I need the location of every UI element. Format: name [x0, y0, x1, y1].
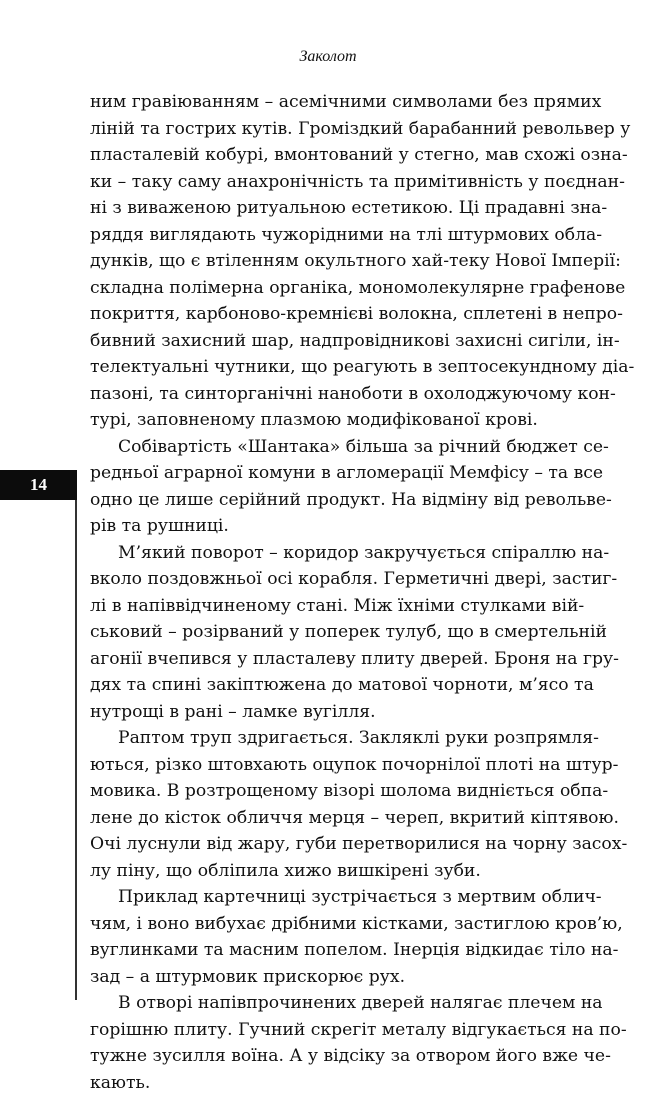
paragraph-line: Очі луснули від жару, губи перетворилися на чорну засох- [90, 831, 580, 858]
paragraph-line: агонії вчепився у пласталеву плиту дверей. Броня на гру- [90, 646, 580, 673]
paragraph-line: ні з виваженою ритуальною естетикою. Ці прадавні зна- [90, 195, 580, 222]
paragraph-line: ки – таку саму анахронічність та примітивність у поєднан- [90, 169, 580, 196]
paragraph-line: ліній та гострих кутів. Громіздкий барабанний револьвер у [90, 116, 580, 143]
margin-rule [75, 470, 77, 1000]
paragraph-line: телектуальні чутники, що реагують в зептосекундному діа- [90, 354, 580, 381]
paragraph-line: зад – а штурмовик прискорює рух. [90, 964, 580, 991]
paragraph-line: пласталевій кобурі, вмонтований у стегно, мав схожі озна- [90, 142, 580, 169]
running-head-title: Заколот [0, 48, 656, 66]
paragraph-line: пазоні, та синторганічні нанoботи в охолоджуючому кон- [90, 381, 580, 408]
paragraph-line: лу піну, що обліпила хижо вишкірені зуби. [90, 858, 580, 885]
paragraph-line: лі в напіввідчиненому стані. Між їхніми стулками вій- [90, 593, 580, 620]
paragraph-line: ряддя виглядають чужорідними на тлі штурмових обла- [90, 222, 580, 249]
paragraph-line: кають. [90, 1070, 580, 1096]
paragraph-line: редньої аграрної комуни в агломерації Мемфісу – та все [90, 460, 580, 487]
paragraph-line: рів та рушниці. [90, 513, 580, 540]
paragraph-line: бивний захисний шар, надпровідникові захисні сигіли, ін- [90, 328, 580, 355]
paragraph-line: Приклад картечниці зустрічається з мертвим облич- [90, 884, 580, 911]
paragraph-line: вколо поздовжньої осі корабля. Герметичні двері, застиг- [90, 566, 580, 593]
paragraph-line: одно це лише серійний продукт. На відміну від револьве- [90, 487, 580, 514]
paragraph-line: лене до кісток обличчя мерця – череп, вкритий кіптявою. [90, 805, 580, 832]
page-number: 14 [30, 475, 47, 494]
paragraph-line: покриття, карбоново-кремнієві волокна, сплетені в непро- [90, 301, 580, 328]
paragraph-line: Собівартість «Шантака» більша за річний бюджет се- [90, 434, 580, 461]
paragraph-line: мовика. В розтрощеному візорі шолома видніється обпа- [90, 778, 580, 805]
paragraph-line: нутрощі в рані – ламке вугілля. [90, 699, 580, 726]
paragraph-line: чям, і воно вибухає дрібними кістками, застиглою кров’ю, [90, 911, 580, 938]
body-text [90, 89, 580, 1096]
page-number-tab [0, 470, 77, 500]
paragraph-line: В отворі напівпрочинених дверей налягає плечем на [90, 990, 580, 1017]
paragraph-line: тужне зусилля воїна. А у відсіку за отвором його вже че- [90, 1043, 580, 1070]
paragraph-line: М’який поворот – коридор закручується спіраллю на- [90, 540, 580, 567]
paragraph-line: турі, заповненому плазмою модифікованої крові. [90, 407, 580, 434]
paragraph-line: дунків, що є втіленням окультного хай-теку Нової Імперії: [90, 248, 580, 275]
paragraph-line: вуглинками та масним попелом. Інерція відкидає тіло на- [90, 937, 580, 964]
paragraph-line: горішню плиту. Гучний скрегіт металу відгукається на по- [90, 1017, 580, 1044]
paragraph-line: ним гравіюванням – асемічними символами без прямих [90, 89, 580, 116]
paragraph-line: ються, різко штовхають оцупок почорнілої плоті на штур- [90, 752, 580, 779]
paragraph-line: Раптом труп здригається. Закляклі руки розпрямля- [90, 725, 580, 752]
paragraph-line: ськовий – розірваний у поперек тулуб, що в смертельній [90, 619, 580, 646]
paragraph-line: складна полімерна органіка, мономолекулярне графенове [90, 275, 580, 302]
paragraph-line: дях та спині закіптюжена до матової чорноти, м’ясо та [90, 672, 580, 699]
